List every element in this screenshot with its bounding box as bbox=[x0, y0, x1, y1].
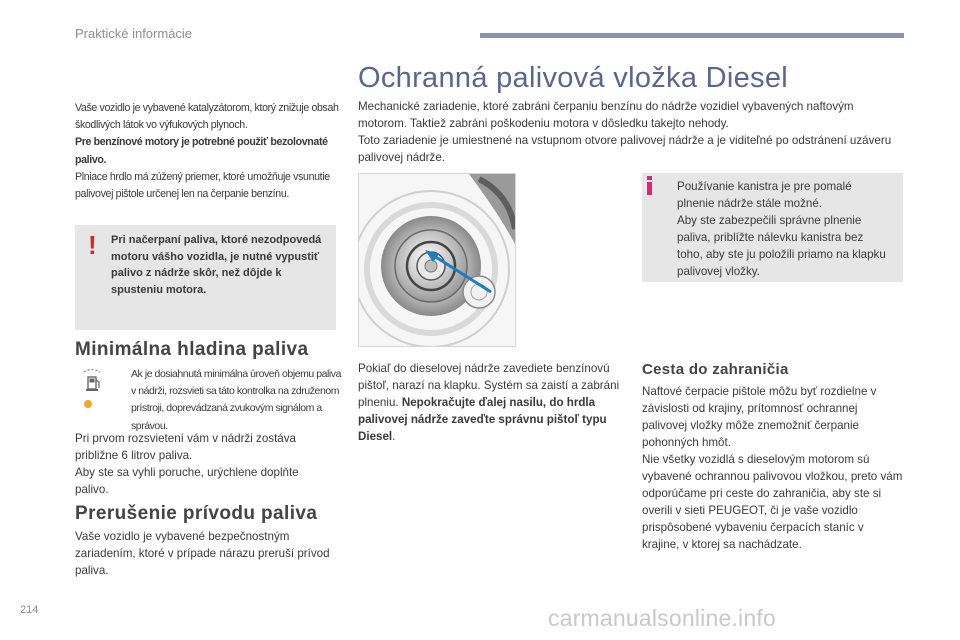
main-intro-paragraph-2: Toto zariadenie je umiestnené na vstupnom otvore palivovej nádrže a je viditeľné po odstránení uzáveru palivovej nádrže. bbox=[358, 134, 892, 164]
main-intro-text bbox=[358, 98, 903, 166]
fuel-cutoff-text: Vaše vozidlo je vybavené bezpečnostným zariadením, ktoré v prípade nárazu preruší prívod paliva. bbox=[75, 530, 330, 577]
min-level-paragraph-1: Pri prvom rozsvietení vám v nádrži zostáva približne 6 litrov paliva. bbox=[75, 432, 297, 462]
section-title-fuel-cutoff: Prerušenie prívodu paliva bbox=[75, 503, 318, 524]
travel-paragraph-1: Naftové čerpacie pištole môžu byť rozdielne v závislosti od krajiny, prítomnosť ochrannej palivovej vložky môže znemožniť čerpanie pohonných hmôt. bbox=[642, 385, 877, 449]
info-paragraph-1: Používanie kanistra je pre pomalé plnenie nádrže stále možné. bbox=[677, 180, 852, 210]
info-icon bbox=[646, 176, 654, 195]
min-level-text bbox=[75, 430, 335, 498]
intro-paragraph-2: Plniace hrdlo má zúžený priemer, ktoré umožňuje vsunutie palivovej pištole určenej len na čerpanie benzínu. bbox=[75, 170, 330, 201]
info-paragraph-2: Aby ste zabezpečili správne plnenie paliva, priblížte nálevku kanistra bez toho, aby ste ju položili priamo na klapku palivovej vložky. bbox=[677, 214, 886, 278]
intro-bold-paragraph: Pre benzínové motory je potrebné použiť bezolovnaté palivo. bbox=[75, 136, 328, 166]
info-text bbox=[677, 178, 892, 280]
main-intro-paragraph-1: Mechanické zariadenie, ktoré zabráni čerpaniu benzínu do nádrže vozidiel vybavených naftovým motorom. Taktiež zabráni poškodeniu motora v dôsledku takejto nehody. bbox=[358, 100, 854, 130]
diesel-flap-end: . bbox=[392, 430, 396, 443]
section-title-travel: Cesta do zahraničia bbox=[642, 361, 789, 378]
header-title: Praktické informácie bbox=[75, 26, 193, 41]
diesel-flap-paragraph: Pokiaľ do dieselovej nádrže zavediete benzínovú pištoľ, narazí na klapku. Systém sa zaistí a zabráni plneniu. bbox=[358, 362, 620, 409]
min-level-paragraph-2: Aby ste sa vyhli poruche, urýchlene doplňte palivo. bbox=[75, 466, 299, 496]
exclamation-icon: ! bbox=[88, 230, 97, 260]
warning-text: Pri načerpaní paliva, ktoré nezodpovedá motoru vášho vozidla, je nutné vypustiť palivo z nádrže skôr, než dôjde k spusteniu motora. bbox=[111, 234, 322, 296]
diesel-flap-bold: Nepokračujte ďalej nasilu, do hrdla palivovej nádrže zaveďte správnu pištoľ typu Diesel bbox=[358, 396, 607, 443]
page-title: Ochranná palivová vložka Diesel bbox=[358, 62, 789, 94]
travel-text bbox=[642, 383, 904, 553]
watermark: carmanualsonline.info bbox=[548, 605, 776, 631]
fuel-filler-photo bbox=[358, 173, 516, 347]
section-title-min-level: Minimálna hladina paliva bbox=[75, 339, 309, 360]
diesel-flap-text bbox=[358, 360, 626, 445]
page-number: 214 bbox=[20, 604, 39, 616]
fuel-level-warning-icon bbox=[80, 368, 104, 412]
travel-paragraph-2: Nie všetky vozidlá s dieselovým motorom sú vybavené ochrannou palivovou vložkou, preto vám odporúčame pri ceste do zahraničia, aby ste si overili v sieti PEUGEOT, či je vaše vozidlo prispôsobené vybaveniu čerpacích staníc v krajine, v ktorej sa nachádzate. bbox=[642, 453, 903, 551]
fuel-lamp-note: Ak je dosiahnutá minimálna úroveň objemu paliva v nádrži, rozsvieti sa táto kontrolka na združenom prístroji, doprevádzaná zvukovým signálom a správou. bbox=[131, 368, 341, 432]
intro-paragraph: Vaše vozidlo je vybavené katalyzátorom, ktorý znižuje obsah škodlivých látok vo výfukových plynoch. bbox=[75, 102, 339, 132]
header-accent-bar bbox=[480, 33, 904, 38]
intro-block bbox=[75, 100, 343, 203]
